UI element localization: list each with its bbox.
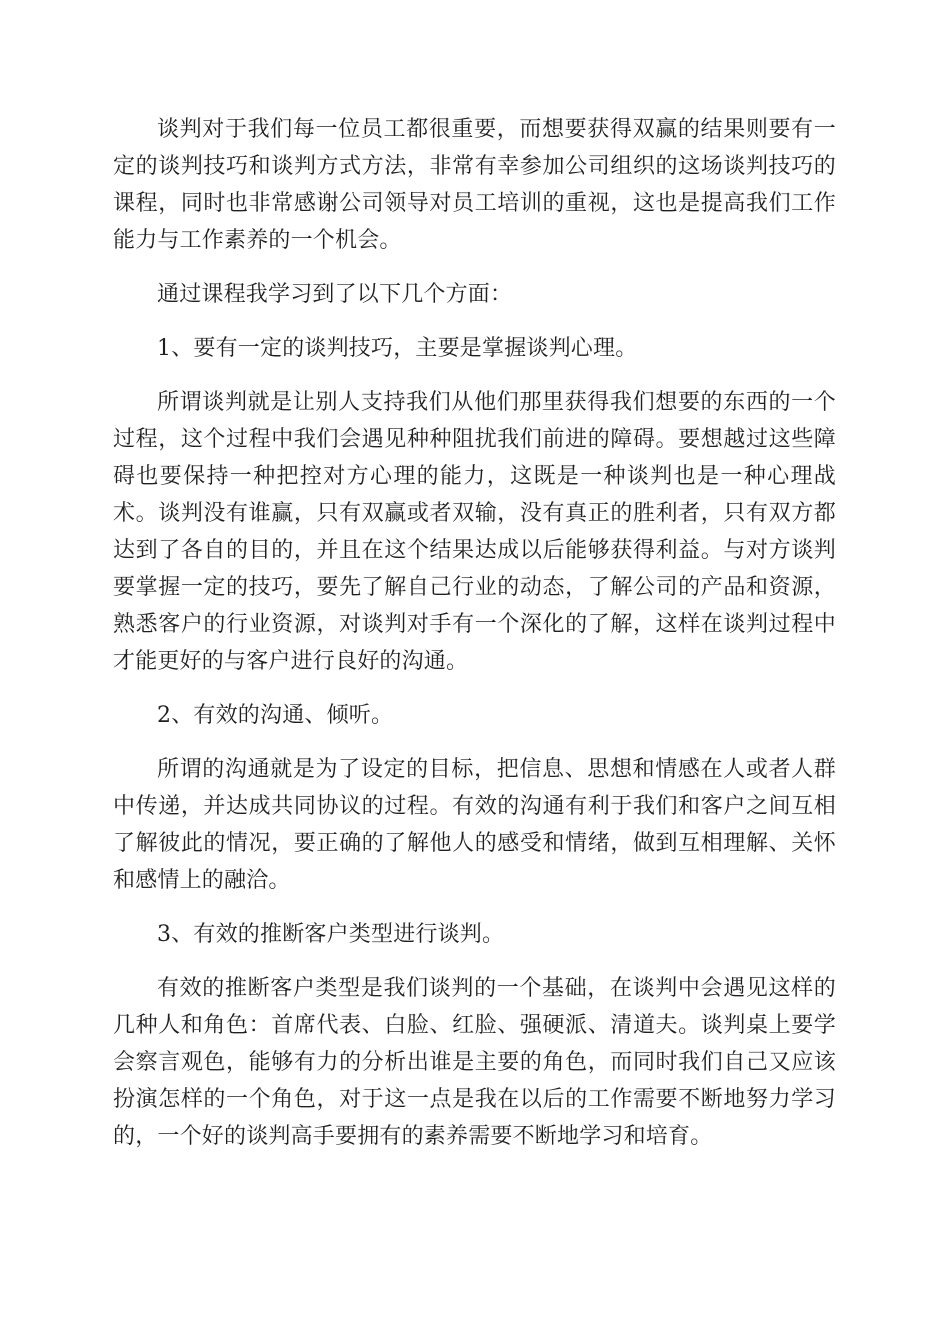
paragraph-lead-in: 通过课程我学习到了以下几个方面： [157,282,513,307]
paragraph-intro: 谈判对于我们每一位员工都很重要，而想要获得双赢的结果则要有一定的谈判技巧和谈判方式方法，非常有幸参加公司组织的这场谈判技巧的课程，同时也非常感谢公司领导对员工培训的重视，这也是提高我们工作能力与工作素养的一个机会。 [113,117,836,253]
paragraph-point-1-body: 所谓谈判就是让别人支持我们从他们那里获得我们想要的东西的一个过程，这个过程中我们会遇见种种阻扰我们前进的障碍。要想越过这些障碍也要保持一种把控对方心理的能力，这既是一种谈判也是一种心理战术。谈判没有谁赢，只有双赢或者双输，没有真正的胜利者，只有双方都达到了各自的目的，并且在这个结果达成以后能够获得利益。与对方谈判要掌握一定的技巧，要先了解自己行业的动态，了解公司的产品和资源，熟悉客户的行业资源，对谈判对手有一个深化的了解，这样在谈判过程中才能更好的与客户进行良好的沟通。 [113,390,836,674]
paragraph-point-3-body: 有效的推断客户类型是我们谈判的一个基础，在谈判中会遇见这样的几种人和角色：首席代表、白脸、红脸、强硬派、清道夫。谈判桌上要学会察言观色，能够有力的分析出谁是主要的角色，而同时我们自己又应该扮演怎样的一个角色，对于这一点是我在以后的工作需要不断地努力学习的，一个好的谈判高手要拥有的素养需要不断地学习和培育。 [113,976,836,1149]
document-body [113,111,836,1172]
paragraph-point-2-body: 所谓的沟通就是为了设定的目标，把信息、思想和情感在人或者人群中传递，并达成共同协议的过程。有效的沟通有利于我们和客户之间互相了解彼此的情况，要正确的了解他人的感受和情绪，做到互相理解、关怀和感情上的融洽。 [113,757,836,893]
paragraph-point-2-heading: 2、有效的沟通、倾听。 [157,703,394,728]
paragraph-point-1-heading: 1、要有一定的谈判技巧，主要是掌握谈判心理。 [157,336,638,361]
paragraph-point-3-heading: 3、有效的推断客户类型进行谈判。 [157,922,505,947]
